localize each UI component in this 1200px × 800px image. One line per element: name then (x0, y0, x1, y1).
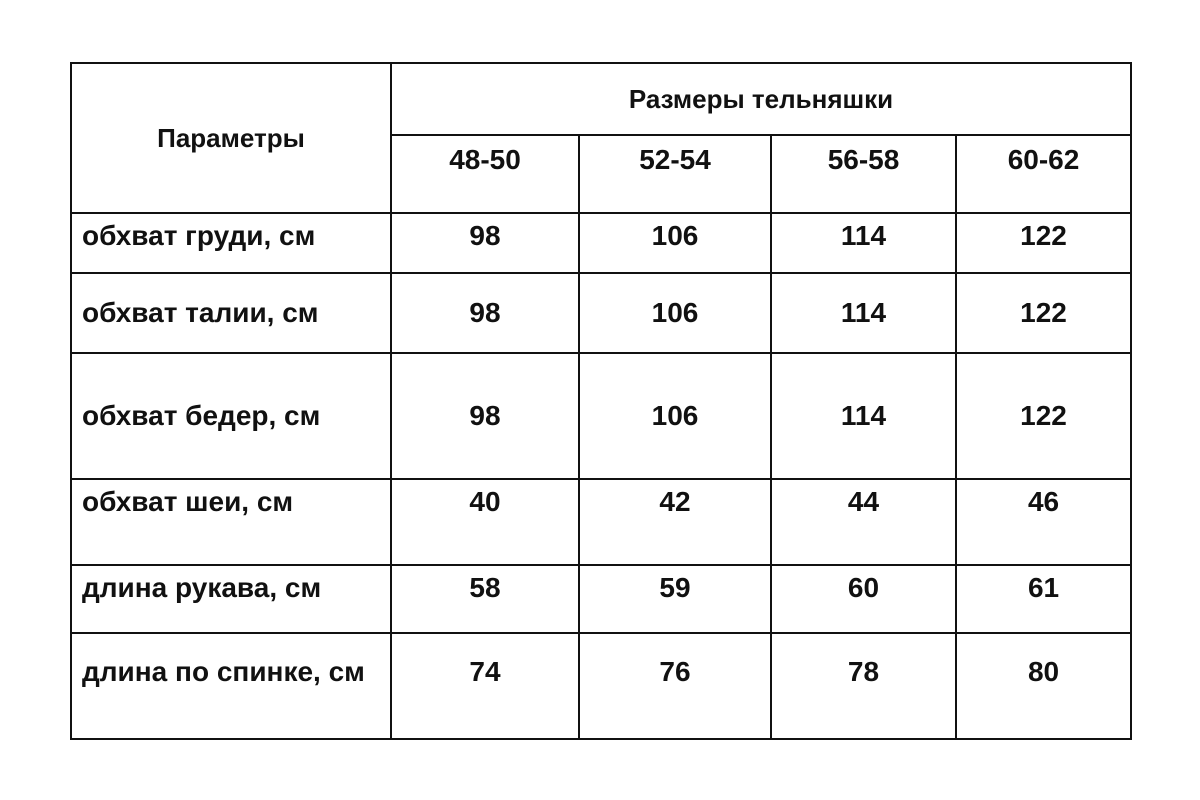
table-row (71, 633, 1131, 739)
param-label: обхват бедер, см (71, 353, 391, 479)
table-cell: 98 (391, 353, 579, 479)
param-label: обхват талии, см (71, 273, 391, 353)
table-cell: 46 (956, 479, 1131, 565)
table-row (71, 479, 1131, 565)
table-cell: 106 (579, 273, 771, 353)
param-label: обхват груди, см (71, 213, 391, 273)
table-title: Размеры тельняшки (391, 63, 1131, 135)
table-cell: 78 (771, 633, 956, 739)
table-cell: 106 (579, 213, 771, 273)
table-cell: 61 (956, 565, 1131, 633)
table-cell: 58 (391, 565, 579, 633)
table-cell: 59 (579, 565, 771, 633)
table-cell: 122 (956, 353, 1131, 479)
size-column-header: 48-50 (391, 135, 579, 213)
param-label: обхват шеи, см (71, 479, 391, 565)
size-column-header: 56-58 (771, 135, 956, 213)
table-cell: 98 (391, 213, 579, 273)
table-cell: 122 (956, 213, 1131, 273)
table-header-row (71, 63, 1131, 135)
table-row (71, 565, 1131, 633)
table-cell: 114 (771, 273, 956, 353)
size-column-header: 52-54 (579, 135, 771, 213)
table-cell: 80 (956, 633, 1131, 739)
param-label: длина рукава, см (71, 565, 391, 633)
table-cell: 42 (579, 479, 771, 565)
table-cell: 74 (391, 633, 579, 739)
table-cell: 44 (771, 479, 956, 565)
table-cell: 40 (391, 479, 579, 565)
table-cell: 114 (771, 213, 956, 273)
table-cell: 106 (579, 353, 771, 479)
table-row (71, 353, 1131, 479)
size-table (70, 62, 1132, 740)
table-cell: 114 (771, 353, 956, 479)
table-cell: 60 (771, 565, 956, 633)
size-column-header: 60-62 (956, 135, 1131, 213)
param-label: длина по спинке, см (71, 633, 391, 739)
table-cell: 98 (391, 273, 579, 353)
table-row (71, 273, 1131, 353)
table-cell: 122 (956, 273, 1131, 353)
table-row (71, 213, 1131, 273)
table-cell: 76 (579, 633, 771, 739)
param-column-header: Параметры (71, 63, 391, 213)
